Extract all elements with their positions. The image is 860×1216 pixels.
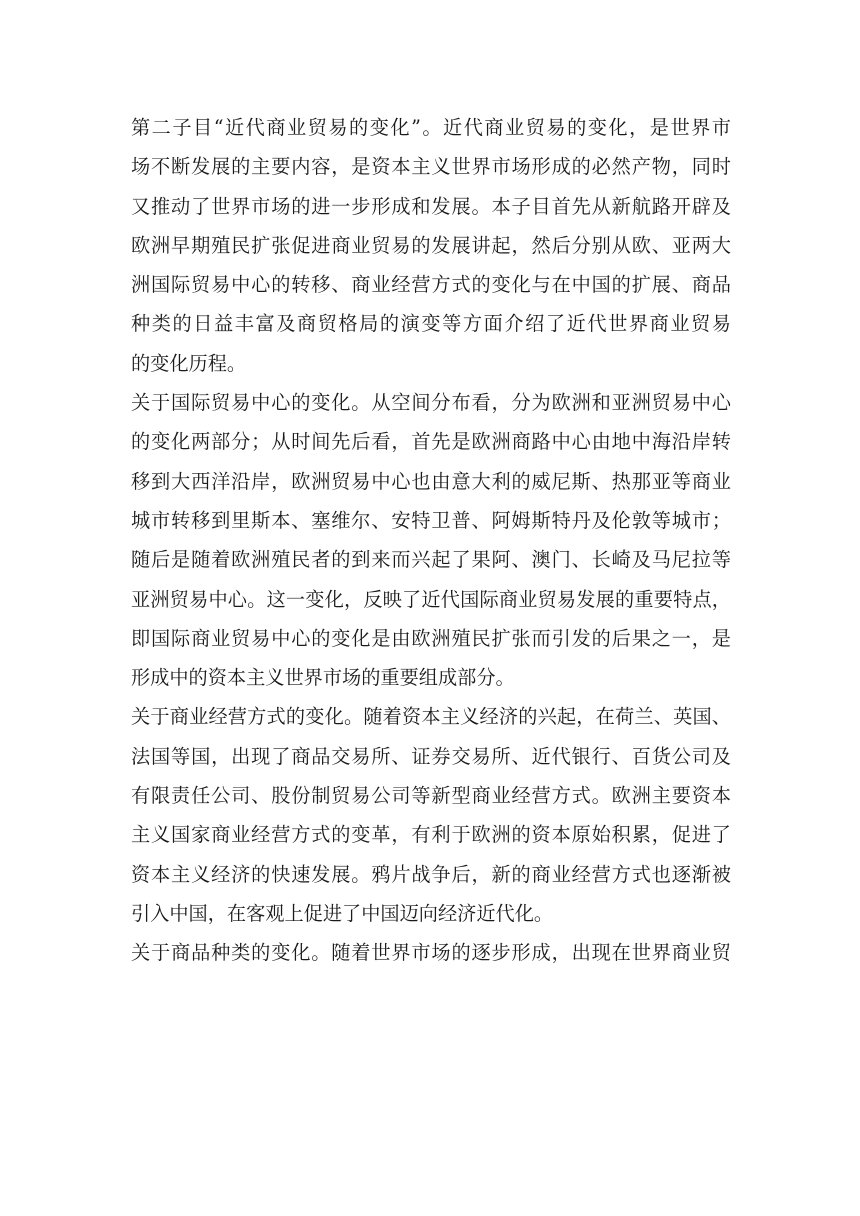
text-line: 关于商业经营方式的变化。随着资本主义经济的兴起，在荷兰、英国、 xyxy=(131,705,731,729)
text-line: 又推动了世界市场的进一步形成和发展。本子目首先从新航路开辟及 xyxy=(131,194,731,218)
text-line: 的变化两部分；从时间先后看，首先是欧洲商路中心由地中海沿岸转 xyxy=(131,430,731,454)
text-line: 关于国际贸易中心的变化。从空间分布看，分为欧洲和亚洲贸易中心 xyxy=(131,391,731,415)
paragraph-4 xyxy=(131,933,731,972)
text-line: 法国等国，出现了商品交易所、证券交易所、近代银行、百货公司及 xyxy=(131,744,731,768)
text-line: 资本主义经济的快速发展。鸦片战争后，新的商业经营方式也逐渐被 xyxy=(131,862,731,886)
text-line: 欧洲早期殖民扩张促进商业贸易的发展讲起，然后分别从欧、亚两大 xyxy=(131,233,731,257)
document-body xyxy=(131,108,731,973)
text-line: 的变化历程。 xyxy=(131,351,247,375)
text-line: 洲国际贸易中心的转移、商业经营方式的变化与在中国的扩展、商品 xyxy=(131,273,731,297)
text-line: 主义国家商业经营方式的变革，有利于欧洲的资本原始积累，促进了 xyxy=(131,823,731,847)
paragraph-3 xyxy=(131,697,731,933)
text-line: 亚洲贸易中心。这一变化，反映了近代国际商业贸易发展的重要特点， xyxy=(131,587,731,611)
paragraph-2 xyxy=(131,383,731,697)
text-line: 城市转移到里斯本、塞维尔、安特卫普、阿姆斯特丹及伦敦等城市； xyxy=(131,508,731,532)
text-line: 形成中的资本主义世界市场的重要组成部分。 xyxy=(131,666,515,690)
text-line: 第二子目“近代商业贸易的变化”。近代商业贸易的变化，是世界市 xyxy=(131,116,731,139)
text-line: 关于商品种类的变化。随着世界市场的逐步形成，出现在世界商业贸 xyxy=(131,941,731,965)
text-line: 有限责任公司、股份制贸易公司等新型商业经营方式。欧洲主要资本 xyxy=(131,784,731,808)
text-line: 种类的日益丰富及商贸格局的演变等方面介绍了近代世界商业贸易 xyxy=(131,312,731,336)
paragraph-1 xyxy=(131,108,731,383)
text-line: 随后是随着欧洲殖民者的到来而兴起了果阿、澳门、长崎及马尼拉等 xyxy=(131,548,731,572)
text-line: 移到大西洋沿岸，欧洲贸易中心也由意大利的威尼斯、热那亚等商业 xyxy=(131,469,731,493)
text-line: 即国际商业贸易中心的变化是由欧洲殖民扩张而引发的后果之一，是 xyxy=(131,626,731,650)
text-line: 引入中国，在客观上促进了中国迈向经济近代化。 xyxy=(131,901,554,925)
text-line: 场不断发展的主要内容，是资本主义世界市场形成的必然产物，同时 xyxy=(131,155,731,179)
